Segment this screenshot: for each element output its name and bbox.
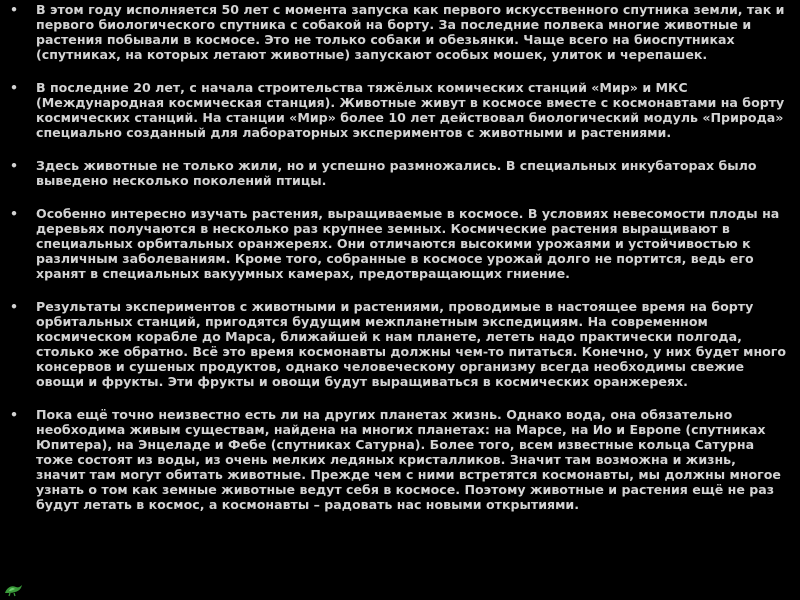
bullet-marker: • (10, 299, 19, 314)
paragraph-4 (10, 206, 788, 281)
paragraph-2 (10, 80, 788, 140)
bullet-marker: • (10, 158, 19, 173)
bullet-marker: • (10, 407, 19, 422)
green-bird-logo-icon (3, 581, 23, 597)
bullet-marker: • (10, 206, 19, 221)
paragraph-3 (10, 158, 788, 188)
paragraph-1 (10, 2, 788, 62)
paragraph-text: Пока ещё точно неизвестно есть ли на других планетах жизнь. Однако вода, она обязательно необходима живым существам, найдена на многих планетах: на Марсе, на Ио и Европе (спутниках Юпитера), на Энцеладе и Фебе (спутниках Сатурна). Более того, всем известные кольца Сатурна тоже состоят из воды, из очень мелких ледяных кристалликов. Значит там возможна и жизнь, значит там могут обитать животные. Прежде чем с ними встретятся космонавты, мы должны многое узнать о том как земные животные ведут себя в космосе. Поэтому животные и растения ещё не раз будут летать в космос, а космонавты – радовать нас новыми открытиями. (36, 407, 781, 512)
paragraph-text: Здесь животные не только жили, но и успешно размножались. В специальных инкубаторах было выведено несколько поколений птицы. (36, 158, 757, 188)
slide-text-body (10, 2, 788, 530)
bullet-marker: • (10, 80, 19, 95)
paragraph-text: Особенно интересно изучать растения, выращиваемые в космосе. В условиях невесомости плоды на деревьях получаются в несколько раз крупнее земных. Космические растения выращивают в специальных орбитальных оранжереях. Они отличаются высокими урожаями и устойчивостью к различным заболеваниям. Кроме того, собранные в космосе урожай долго не портится, ведь его хранят в специальных вакуумных камерах, предотвращающих гниение. (36, 206, 780, 281)
paragraph-text: В последние 20 лет, с начала строительства тяжёлых комических станций «Мир» и МКС (Международная космическая станция). Животные живут в космосе вместе с космонавтами на борту космических станций. На станции «Мир» более 10 лет действовал биологический модуль «Природа» специально созданный для лабораторных экспериментов с животными и растениями. (36, 80, 785, 140)
paragraph-6 (10, 407, 788, 512)
bullet-marker: • (10, 2, 19, 17)
paragraph-5 (10, 299, 788, 389)
paragraph-text: Результаты экспериментов с животными и растениями, проводимые в настоящее время на борту орбитальных станций, пригодятся будущим межпланетным экспедициям. На современном космическом корабле до Марса, ближайшей к нам планете, лететь надо практически полгода, столько же обратно. Всё это время космонавты должны чем-то питаться. Конечно, у них будет много консервов и сушеных продуктов, однако человеческому организму всегда необходимы свежие овощи и фрукты. Эти фрукты и овощи будут выращиваться в космических оранжереях. (36, 299, 787, 389)
paragraph-text: В этом году исполняется 50 лет с момента запуска как первого искусственного спутника земли, так и первого биологического спутника с собакой на борту. За последние полвека многие животные и растения побывали в космосе. Это не только собаки и обезьянки. Чаще всего на биоспутниках (спутниках, на которых летают животные) запускают особых мошек, улиток и черепашек. (36, 2, 785, 62)
